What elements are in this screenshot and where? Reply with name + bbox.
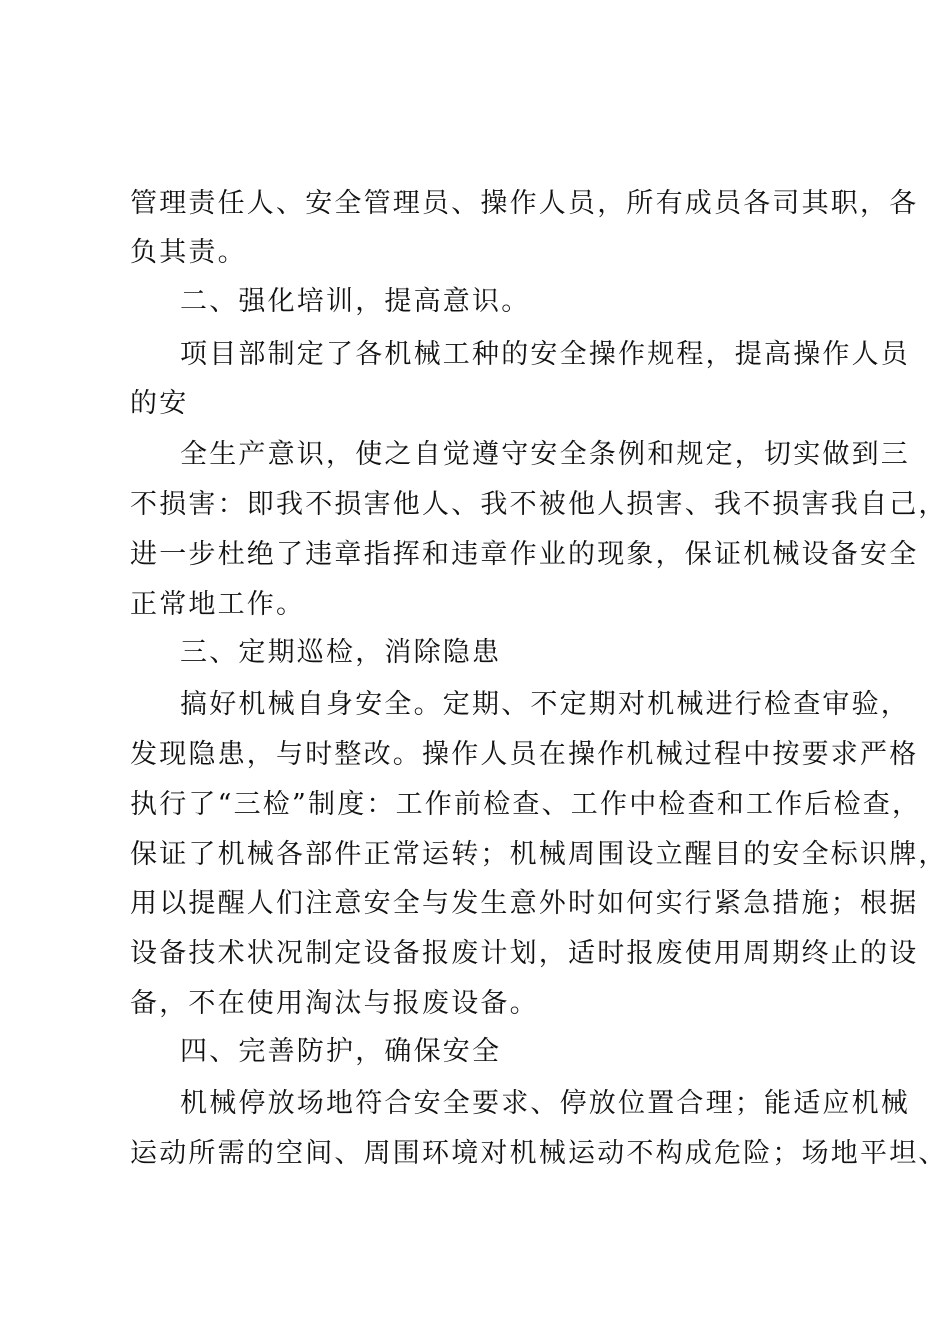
paragraph-line: 用以提醒人们注意安全与发生意外时如何实行紧急措施；根据 — [130, 888, 919, 919]
paragraph-line: 设备技术状况制定设备报废计划，适时报废使用周期终止的设 — [130, 938, 919, 969]
paragraph-line: 搞好机械自身安全。定期、不定期对机械进行检查审验， — [180, 689, 910, 720]
paragraph-line: 正常地工作。 — [130, 589, 306, 620]
paragraph-line: 全生产意识，使之自觉遵守安全条例和规定，切实做到三 — [180, 439, 910, 470]
paragraph-line: 负其责。 — [130, 237, 247, 268]
paragraph-line: 管理责任人、安全管理员、操作人员，所有成员各司其职，各 — [130, 188, 919, 219]
paragraph-line: 运动所需的空间、周围环境对机械运动不构成危险；场地平坦、 — [130, 1138, 948, 1169]
paragraph-line: 执行了“三检”制度：工作前检查、工作中检查和工作后检查， — [130, 789, 922, 820]
paragraph-line: 进一步杜绝了违章指挥和违章作业的现象，保证机械设备安全 — [130, 539, 919, 570]
paragraph-line: 备，不在使用淘汰与报废设备。 — [130, 988, 539, 1019]
section-heading: 四、完善防护，确保安全 — [180, 1036, 502, 1067]
paragraph-line: 不损害：即我不损害他人、我不被他人损害、我不损害我自己， — [130, 489, 948, 520]
paragraph-line: 保证了机械各部件正常运转；机械周围设立醒目的安全标识牌， — [130, 839, 948, 870]
section-heading: 三、定期巡检，消除隐患 — [180, 637, 502, 668]
paragraph-line: 机械停放场地符合安全要求、停放位置合理；能适应机械 — [180, 1088, 910, 1119]
section-heading: 二、强化培训，提高意识。 — [180, 286, 531, 317]
paragraph-line: 发现隐患，与时整改。操作人员在操作机械过程中按要求严格 — [130, 739, 919, 770]
paragraph-line: 项目部制定了各机械工种的安全操作规程，提高操作人员 — [180, 339, 910, 370]
paragraph-line: 的安 — [130, 388, 189, 419]
